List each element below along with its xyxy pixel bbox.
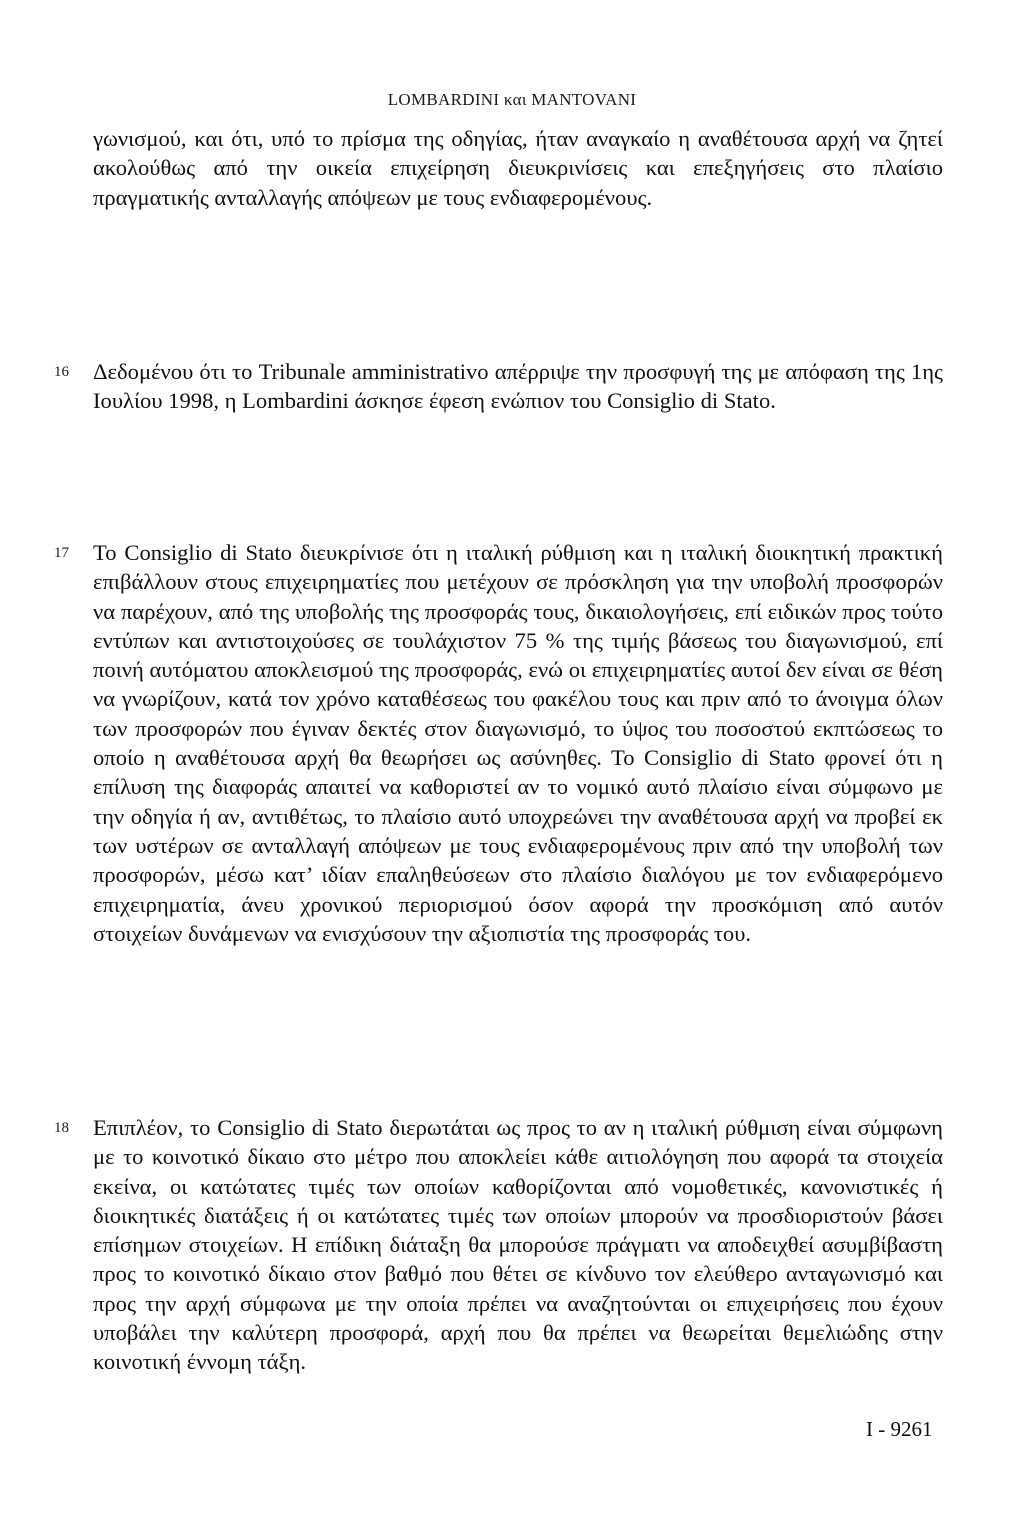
paragraph-17: Το Consiglio di Stato διευκρίνισε ότι η ιταλική ρύθμιση και η ιταλική διοικητική πρακτική επιβάλλουν στους επιχειρηματίες που μετέχουν σε πρόσκληση για την υποβολή προσφορών να παρέχουν, από της υποβολής της προσφοράς τους, δικαιολογήσεις, επί ειδικών προς τούτο εντύπων και αντιστοιχούσες σε τουλάχιστον 75 % της τιμής βάσεως του διαγωνισμού, επί ποινή αυτόματου αποκλεισμού της προσφοράς, ενώ οι επιχειρηματίες αυτοί δεν είναι σε θέση να γνωρίζουν, κατά τον χρόνο καταθέσεως του φακέλου τους και πριν από το άνοιγμα όλων των προσφορών που έγιναν δεκτές στον διαγωνισμό, το ύψος του ποσοστού εκπτώσεως το οποίο η αναθέτουσα αρχή θα θεωρήσει ως ασύνηθες. Το Consiglio di Stato φρονεί ότι η επίλυση της διαφοράς απαιτεί να καθοριστεί αν το νομικό αυτό πλαίσιο είναι σύμφωνο με την οδηγία ή αν, αντιθέτως, το πλαίσιο αυτό υποχρεώνει την αναθέτουσα αρχή να προβεί εκ των υστέρων σε ανταλλαγή απόψεων με τους ενδιαφερομένους πριν από την υποβολή των προσφορών, μέσω κατ’ ιδίαν επαληθεύσεων στο πλαίσιο διαλόγου με τον ενδιαφερόμενο επιχειρηματία, άνευ χρονικού περιορισμού όσον αφορά την προσκόμιση από αυτόν στοιχείων δυνάμενων να ενισχύσουν την αξιοπιστία της προσφοράς του. <box>93 540 943 946</box>
paragraph-continuation: γωνισμού, και ότι, υπό το πρίσμα της οδηγίας, ήταν αναγκαίο η αναθέτουσα αρχή να ζητεί ακολούθως από την οικεία επιχείρηση διευκρινίσεις και επεξηγήσεις στο πλαίσιο πραγματικής ανταλλαγής απόψεων με τους ενδιαφερομένους. <box>93 126 943 210</box>
paragraph-number-17: 17 <box>54 545 69 561</box>
paragraph-number-16: 16 <box>54 364 69 380</box>
page-number: I - 9261 <box>866 1417 933 1441</box>
paragraph-16: Δεδομένου ότι το Tribunale amministrativo απέρριψε την προσφυγή της με απόφαση της 1ης Ιουλίου 1998, η Lombardini άσκησε έφεση ενώπιον του Consiglio di Stato. <box>93 359 943 414</box>
running-header: LOMBARDINI και MANTOVANI <box>387 90 637 109</box>
paragraph-18: Επιπλέον, το Consiglio di Stato διερωτάται ως προς το αν η ιταλική ρύθμιση είναι σύμφωνη με το κοινοτικό δίκαιο στο μέτρο που αποκλείει κάθε αιτιολόγηση που αφορά τα στοιχεία εκείνα, οι κατώτατες τιμές των οποίων καθορίζονται από νομοθετικές, κανονιστικές ή διοικητικές διατάξεις ή οι κατώτατες τιμές των οποίων μπορούν να προσδιοριστούν βάσει επίσημων στοιχείων. Η επίδικη διάταξη θα μπορούσε πράγματι να αποδειχθεί ασυμβίβαστη προς το κοινοτικό δίκαιο στον βαθμό που θέτει σε κίνδυνο τον ελεύθερο ανταγωνισμό και προς την αρχή σύμφωνα με την οποία πρέπει να αναζητούνται οι επιχειρήσεις που έχουν υποβάλει την καλύτερη προσφορά, αρχή που θα πρέπει να θεωρείται θεμελιώδης στην κοινοτική έννομη τάξη. <box>93 1115 943 1375</box>
paragraph-number-18: 18 <box>54 1120 69 1136</box>
